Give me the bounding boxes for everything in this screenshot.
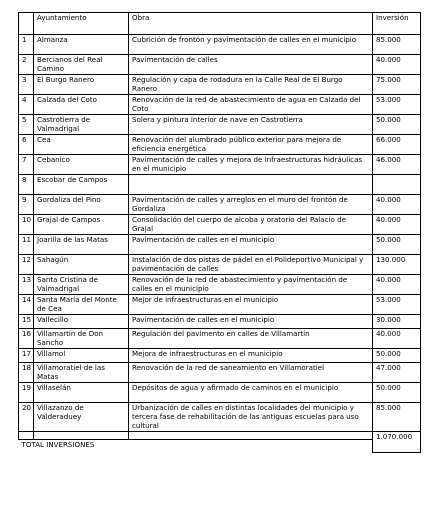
row-obra: Renovación del alumbrado público exterior para mejora de eficiencia energética	[129, 135, 373, 155]
row-obra: Pavimentación de calles en el municipio	[129, 235, 373, 255]
row-obra: Renovación de la red de abastecimiento y pavimentación de calles en el municipio	[129, 275, 373, 295]
row-inversion: 50.000	[373, 115, 421, 135]
row-num: 8	[19, 175, 34, 195]
total-label: TOTAL INVERSIONES	[21, 440, 95, 449]
row-inversion: 85.000	[373, 35, 421, 55]
row-ayuntamiento: Santa María del Monte de Cea	[34, 295, 129, 315]
row-num: 9	[19, 195, 34, 215]
table-row	[19, 195, 421, 215]
row-inversion: 47.000	[373, 363, 421, 383]
table-row	[19, 215, 421, 235]
row-obra: Pavimentación de calles	[129, 55, 373, 75]
table-row	[19, 115, 421, 135]
row-obra: Pavimentación de calles y arreglos en el muro del frontón de Gordaliza	[129, 195, 373, 215]
row-ayuntamiento: Villamol	[34, 349, 129, 363]
row-inversion: 85.000	[373, 403, 421, 432]
header-num	[19, 13, 34, 35]
row-inversion: 75.000	[373, 75, 421, 95]
table-row	[19, 315, 421, 329]
total-value: 1.070.000	[373, 432, 421, 453]
table-row	[19, 403, 421, 432]
row-num: 14	[19, 295, 34, 315]
row-ayuntamiento: Gordaliza del Pino	[34, 195, 129, 215]
row-num: 13	[19, 275, 34, 295]
row-obra: Depósitos de agua y afirmado de caminos en el municipio	[129, 383, 373, 403]
row-ayuntamiento: Villamoratiel de las Matas	[34, 363, 129, 383]
row-num: 11	[19, 235, 34, 255]
table-row	[19, 35, 421, 55]
row-ayuntamiento: Calzada del Coto	[34, 95, 129, 115]
table-row	[19, 55, 421, 75]
row-num: 16	[19, 329, 34, 349]
row-num: 20	[19, 403, 34, 432]
row-inversion: 130.000	[373, 255, 421, 275]
row-ayuntamiento: Villazanzo de Valderaduey	[34, 403, 129, 432]
row-num: 4	[19, 95, 34, 115]
header-inversion: Inversión	[373, 13, 421, 35]
table-row	[19, 383, 421, 403]
row-obra: Mejora de infraestructuras en el municipio	[129, 349, 373, 363]
row-inversion: 40.000	[373, 195, 421, 215]
row-ayuntamiento: Joarilla de las Matas	[34, 235, 129, 255]
row-obra: Solera y pintura interior de nave en Castrotierra	[129, 115, 373, 135]
row-obra: Renovación de la red de saneamiento en Villamoratiel	[129, 363, 373, 383]
table-row	[19, 155, 421, 175]
total-row	[19, 440, 421, 453]
row-ayuntamiento: Santa Cristina de Valmadrigal	[34, 275, 129, 295]
row-obra: Pavimentación de calles y mejora de infraestructuras hidráulicas en el municipio	[129, 155, 373, 175]
header-obra: Obra	[129, 13, 373, 35]
row-obra: Mejor de infraestructuras en el municipio	[129, 295, 373, 315]
row-obra: Regulación y capa de rodadura en la Calle Real de El Burgo Ranero	[129, 75, 373, 95]
row-num: 2	[19, 55, 34, 75]
row-ayuntamiento: Sahagún	[34, 255, 129, 275]
table-row	[19, 135, 421, 155]
table-row	[19, 255, 421, 275]
row-obra: Renovación de la red de abastecimiento de agua en Calzada del Coto	[129, 95, 373, 115]
row-ayuntamiento: Escobar de Campos	[34, 175, 129, 195]
row-num: 10	[19, 215, 34, 235]
table-row	[19, 349, 421, 363]
row-ayuntamiento: Villaselán	[34, 383, 129, 403]
row-inversion: 40.000	[373, 215, 421, 235]
row-ayuntamiento: El Burgo Ranero	[34, 75, 129, 95]
row-num: 1	[19, 35, 34, 55]
row-ayuntamiento: Bercianos del Real Camino	[34, 55, 129, 75]
row-num: 6	[19, 135, 34, 155]
row-inversion: 30.000	[373, 315, 421, 329]
row-obra: Consolidación del cuerpo de alcoba y oratorio del Palacio de Grajal	[129, 215, 373, 235]
blank-cell	[19, 432, 34, 440]
row-num: 15	[19, 315, 34, 329]
row-ayuntamiento: Vallecillo	[34, 315, 129, 329]
row-obra: Regulación del pavimento en calles de Villamartín	[129, 329, 373, 349]
table-row	[19, 363, 421, 383]
row-num: 12	[19, 255, 34, 275]
table-row	[19, 295, 421, 315]
header-ayuntamiento: Ayuntamiento	[34, 13, 129, 35]
row-ayuntamiento: Cea	[34, 135, 129, 155]
row-num: 7	[19, 155, 34, 175]
row-obra: Pavimentación de calles en el municipio	[129, 315, 373, 329]
row-ayuntamiento: Villamartín de Don Sancho	[34, 329, 129, 349]
row-inversion: 40.000	[373, 329, 421, 349]
row-inversion: 53.000	[373, 95, 421, 115]
row-ayuntamiento: Grajal de Campos	[34, 215, 129, 235]
row-num: 19	[19, 383, 34, 403]
row-inversion: 53.000	[373, 295, 421, 315]
row-inversion: 66.000	[373, 135, 421, 155]
row-ayuntamiento: Almanza	[34, 35, 129, 55]
row-inversion: 40.000	[373, 275, 421, 295]
row-num: 3	[19, 75, 34, 95]
row-num: 18	[19, 363, 34, 383]
row-obra: Instalación de dos pistas de pádel en el Polideportivo Municipal y pavimentación de calles	[129, 255, 373, 275]
row-inversion: 46.000	[373, 155, 421, 175]
row-obra: Urbanización de calles en distintas localidades del municipio y tercera fase de rehabilitación de las antiguas escuelas para uso cultural	[129, 403, 373, 432]
investment-table	[18, 12, 421, 453]
table-row	[19, 329, 421, 349]
row-num: 5	[19, 115, 34, 135]
row-ayuntamiento: Castrotierra de Valmadrigal	[34, 115, 129, 135]
row-inversion: 50.000	[373, 349, 421, 363]
table-row	[19, 235, 421, 255]
blank-row	[19, 432, 421, 440]
table-row	[19, 275, 421, 295]
row-inversion: 50.000	[373, 383, 421, 403]
table-row	[19, 95, 421, 115]
table-row	[19, 175, 421, 195]
row-inversion: 50.000	[373, 235, 421, 255]
row-ayuntamiento: Cebanico	[34, 155, 129, 175]
row-num: 17	[19, 349, 34, 363]
table-row	[19, 75, 421, 95]
row-inversion: 40.000	[373, 55, 421, 75]
header-row	[19, 13, 421, 35]
blank-cell	[129, 432, 373, 440]
blank-cell	[34, 432, 129, 440]
row-obra: Cubrición de frontón y pavimentación de calles en el municipio	[129, 35, 373, 55]
row-obra	[129, 175, 373, 195]
row-inversion	[373, 175, 421, 195]
